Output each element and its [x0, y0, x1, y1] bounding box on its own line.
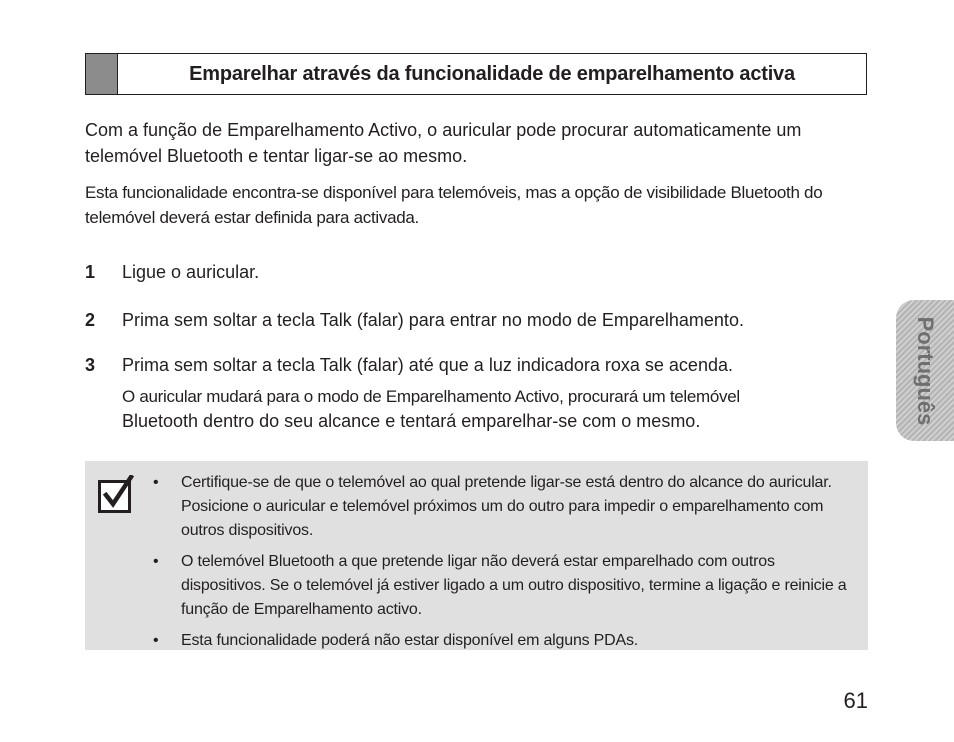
note-item	[153, 471, 863, 543]
step-text: Ligue o auricular.	[122, 262, 260, 282]
step-number: 3	[85, 355, 96, 375]
section-title: Emparelhar através da funcionalidade de emparelhamento activa	[189, 62, 795, 85]
bullet: •	[153, 553, 159, 570]
bullet: •	[153, 474, 159, 491]
note-text: Esta funcionalidade poderá não estar disponível em alguns PDAs.	[181, 632, 639, 649]
note-list	[153, 471, 863, 660]
step-number: 1	[85, 262, 96, 282]
step-3-detail-line-2: Bluetooth dentro do seu alcance e tentará emparelhar-se com o mesmo.	[122, 411, 701, 431]
step-number: 2	[85, 310, 96, 330]
step-3-detail-line-1: O auricular mudará para o modo de Emparelhamento Activo, procurará um telemóvel	[122, 387, 740, 406]
step-text: Prima sem soltar a tecla Talk (falar) até que a luz indicadora roxa se acenda.	[122, 355, 733, 375]
note-item	[153, 629, 863, 653]
header-swatch	[86, 54, 118, 94]
section-header	[85, 53, 867, 95]
intro-paragraph-2: Esta funcionalidade encontra-se disponível para telemóveis, mas a opção de visibilidade Bluetooth do telemóvel deverá estar definida para activada.	[85, 183, 823, 227]
language-tab	[896, 300, 954, 441]
intro-paragraph-1: Com a função de Emparelhamento Activo, o auricular pode procurar automaticamente um telemóvel Bluetooth e tentar ligar-se ao mesmo.	[85, 120, 802, 166]
checkbox-check-icon	[98, 475, 134, 513]
bullet: •	[153, 632, 159, 649]
page-number: 61	[843, 688, 868, 713]
note-text: O telemóvel Bluetooth a que pretende ligar não deverá estar emparelhado com outros dispositivos. Se o telemóvel já estiver ligado a um outro dispositivo, termine a ligação e reinicie a função de Emparelhamento activo.	[181, 553, 847, 618]
note-text: Certifique-se de que o telemóvel ao qual pretende ligar-se está dentro do alcance do auricular. Posicione o auricular e telemóvel próximos um do outro para impedir o emparelhamento com outros dispositivos.	[181, 474, 832, 539]
language-tab-label: Português	[913, 316, 938, 425]
step-3-detail	[122, 384, 867, 434]
note-item	[153, 550, 863, 622]
step-text: Prima sem soltar a tecla Talk (falar) para entrar no modo de Emparelhamento.	[122, 310, 744, 330]
note-box	[85, 461, 868, 650]
